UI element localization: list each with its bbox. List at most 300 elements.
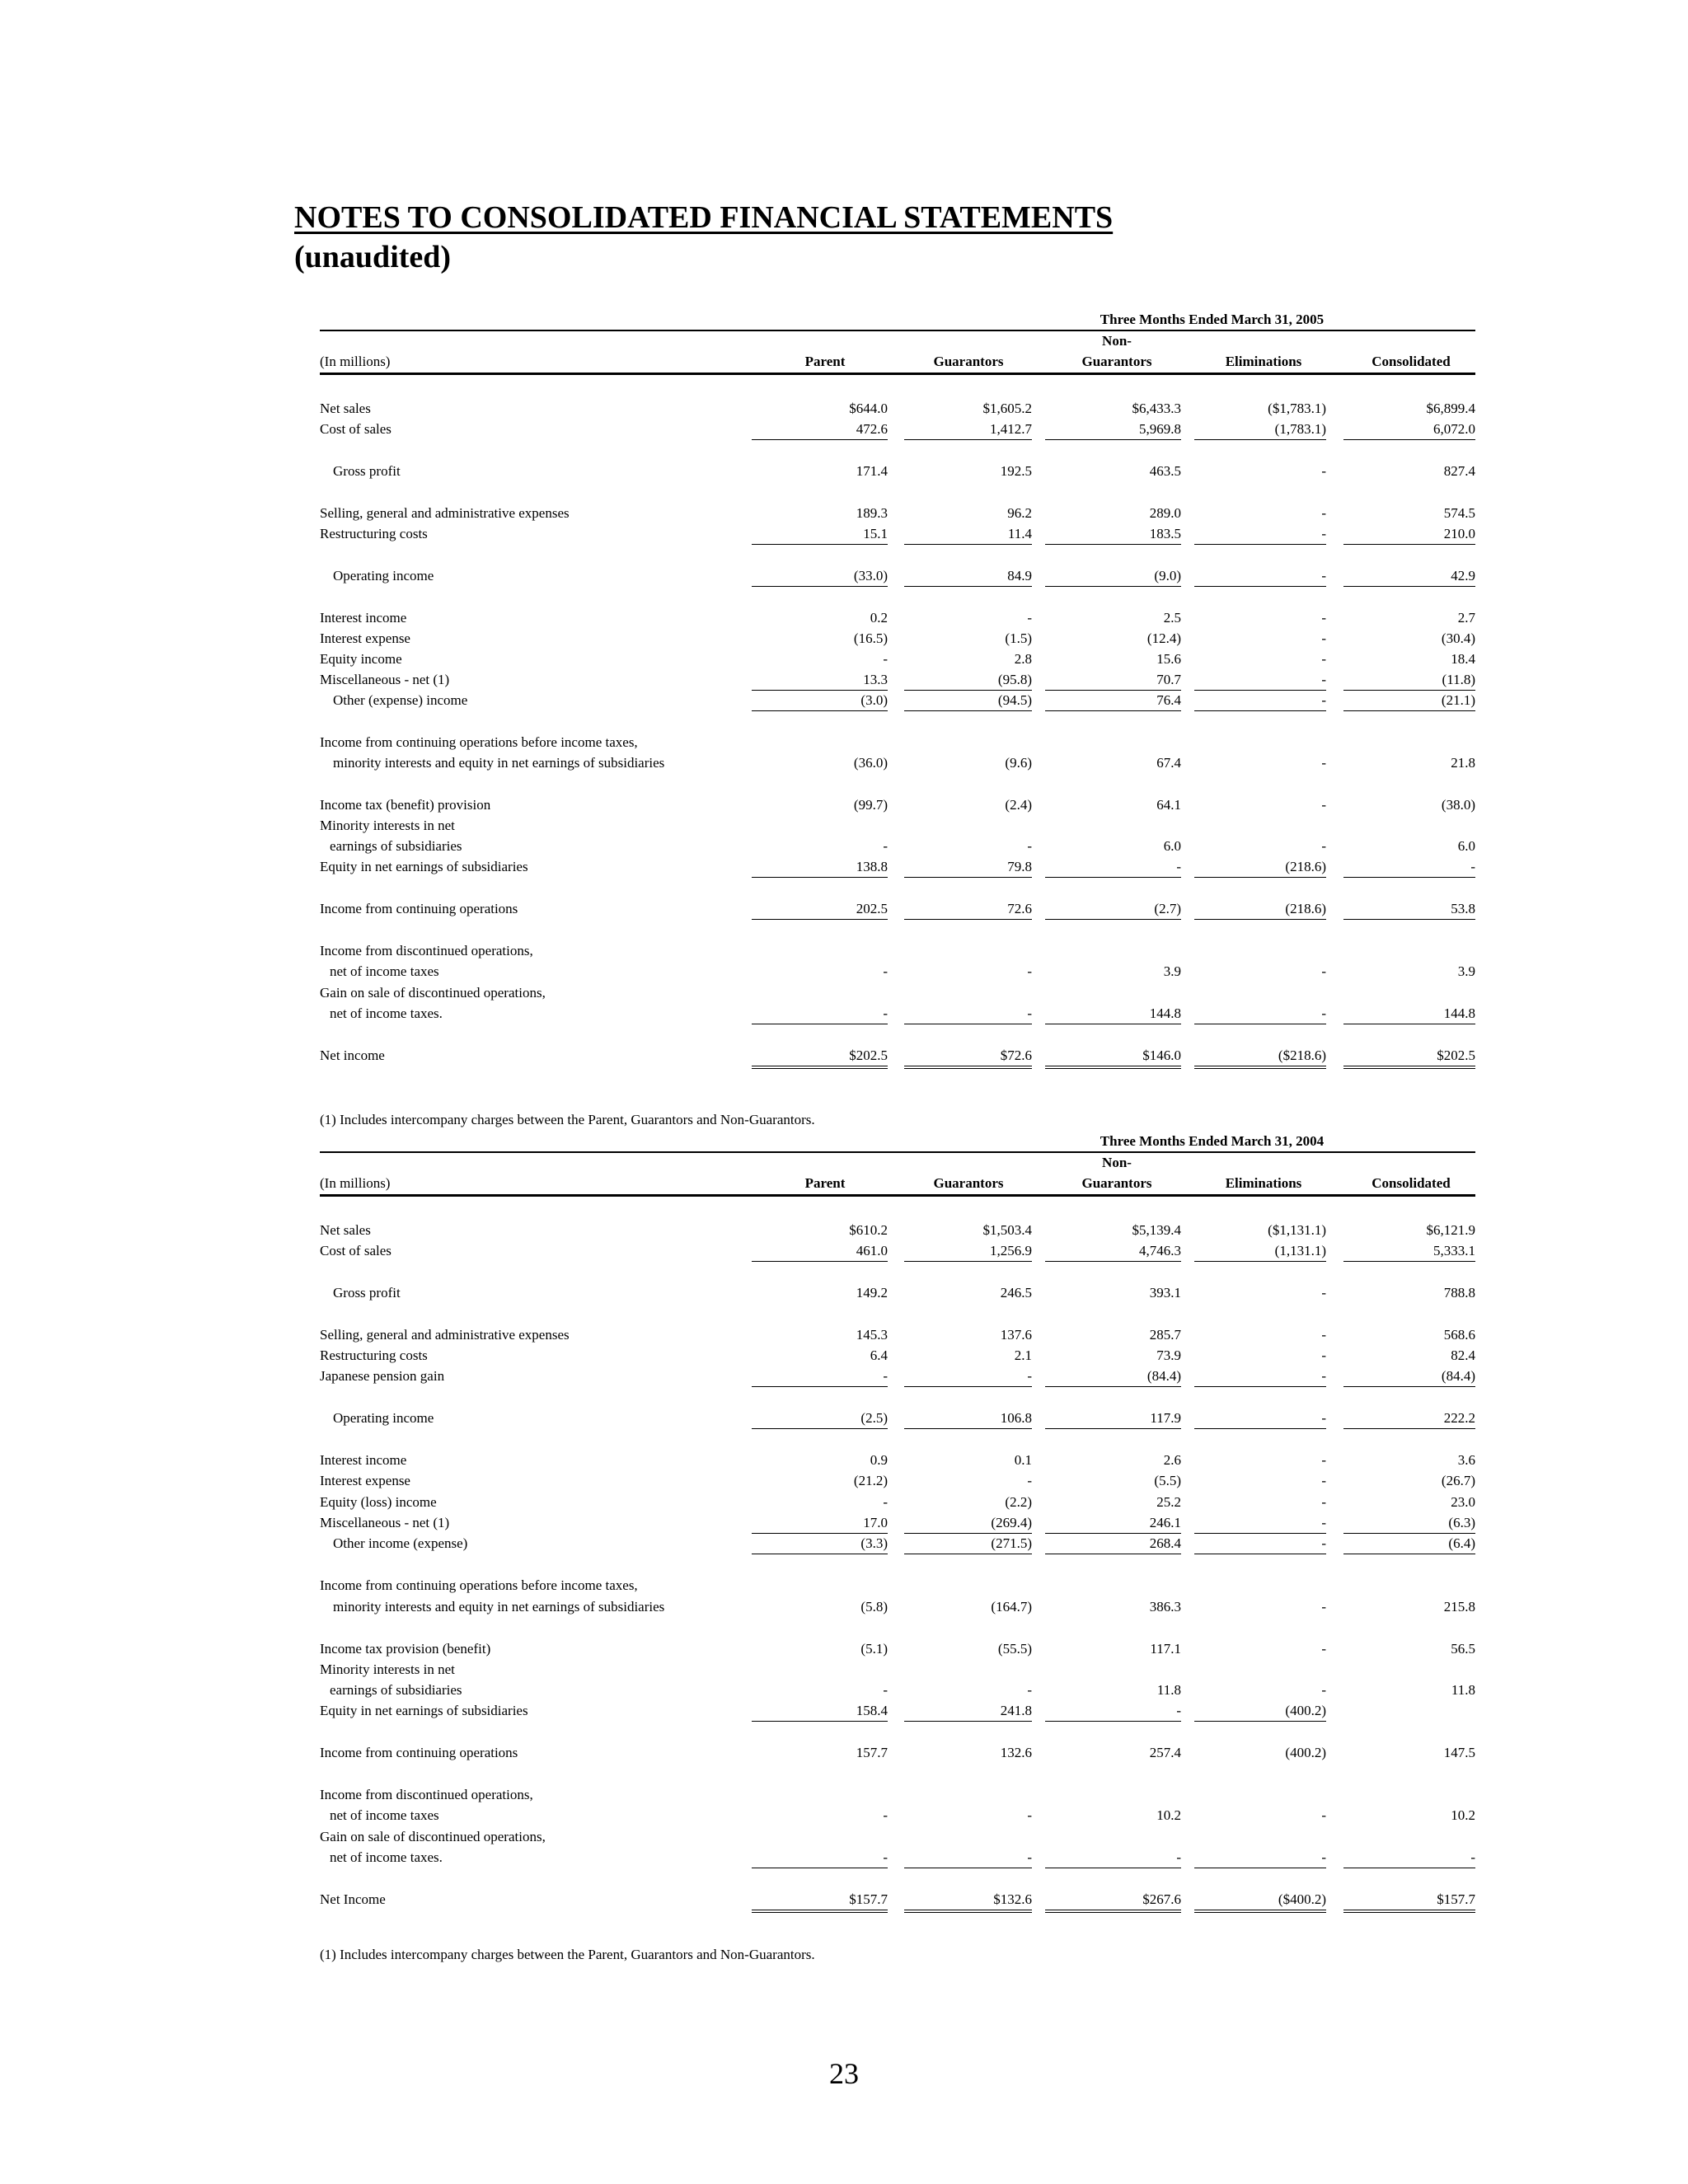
cell-consolidated [1343, 815, 1475, 837]
cell-non-guarantors: 117.1 [1150, 1641, 1181, 1657]
cell-eliminations [1194, 815, 1326, 837]
column-header: Eliminations [1225, 1175, 1302, 1191]
cell-parent: $610.2 [849, 1222, 888, 1238]
cell-parent: (2.5) [752, 1408, 888, 1429]
row-label: minority interests and equity in net earnings of subsidiaries [333, 755, 665, 771]
cell-consolidated: 23.0 [1451, 1494, 1475, 1510]
cell-parent: - [883, 1682, 888, 1698]
header-in-millions: (In millions) [320, 354, 391, 369]
cell-non-guarantors: 3.9 [1163, 963, 1181, 979]
cell-consolidated: (21.1) [1343, 690, 1475, 711]
cell-parent: - [883, 963, 888, 979]
cell-guarantors: 132.6 [1000, 1745, 1032, 1760]
row-label: Miscellaneous - net (1) [320, 1515, 450, 1530]
cell-non-guarantors: $146.0 [1045, 1045, 1181, 1069]
cell-parent: 13.3 [752, 669, 888, 691]
cell-guarantors: $132.6 [904, 1889, 1032, 1913]
cell-eliminations: - [1194, 1847, 1326, 1868]
row-label: earnings of subsidiaries [330, 1682, 462, 1698]
table-row [320, 1003, 1475, 1024]
cell-parent: $644.0 [849, 401, 888, 416]
table-row [320, 732, 1475, 753]
cell-consolidated: 3.9 [1457, 963, 1475, 979]
table-row [320, 1450, 1475, 1471]
cell-consolidated: 210.0 [1343, 523, 1475, 545]
cell-consolidated: (26.7) [1441, 1473, 1475, 1488]
cell-parent: 157.7 [856, 1745, 888, 1760]
cell-eliminations: - [1321, 651, 1326, 667]
table-row [320, 1805, 1475, 1826]
header-rule [320, 373, 1475, 375]
cell-guarantors: 1,412.7 [904, 419, 1032, 440]
row-label: Minority interests in net [320, 818, 455, 833]
cell-eliminations [1194, 940, 1326, 962]
row-label: Restructuring costs [320, 526, 428, 541]
table-row [320, 1324, 1475, 1346]
cell-guarantors: - [904, 1847, 1032, 1868]
row-label: minority interests and equity in net earnings of subsidiaries [333, 1599, 665, 1615]
cell-guarantors: 84.9 [904, 565, 1032, 587]
cell-eliminations: - [1321, 1494, 1326, 1510]
cell-guarantors: 192.5 [1000, 463, 1032, 479]
cell-non-guarantors: 76.4 [1045, 690, 1181, 711]
statement-table [320, 1133, 1475, 1941]
table-row [320, 649, 1475, 670]
table-row [320, 1847, 1475, 1868]
column-header: Guarantors [933, 354, 1004, 369]
cell-eliminations: - [1194, 1003, 1326, 1024]
row-label: Japanese pension gain [320, 1368, 445, 1384]
cell-consolidated: - [1343, 1847, 1475, 1868]
cell-parent: 171.4 [856, 463, 888, 479]
table-row [320, 1742, 1475, 1764]
cell-parent: 461.0 [752, 1240, 888, 1262]
cell-parent: (5.8) [860, 1599, 888, 1615]
table-row [320, 1408, 1475, 1429]
cell-consolidated: (6.3) [1343, 1512, 1475, 1534]
cell-non-guarantors [1045, 732, 1181, 753]
header-rule [320, 1194, 1475, 1197]
cell-parent: $202.5 [752, 1045, 888, 1069]
cell-consolidated: (38.0) [1441, 797, 1475, 813]
cell-eliminations: - [1321, 1347, 1326, 1363]
header-non-prefix: Non- [1102, 1155, 1132, 1170]
table-row [320, 982, 1475, 1004]
cell-guarantors: $72.6 [904, 1045, 1032, 1069]
table-row [320, 1512, 1475, 1534]
cell-consolidated: 788.8 [1443, 1285, 1475, 1301]
cell-consolidated [1343, 1784, 1475, 1806]
cell-guarantors: 0.1 [1014, 1452, 1032, 1468]
cell-parent: (33.0) [752, 565, 888, 587]
cell-parent: - [752, 1366, 888, 1387]
cell-guarantors: - [904, 1003, 1032, 1024]
cell-guarantors [904, 982, 1032, 1004]
row-label: Income from discontinued operations, [320, 943, 533, 958]
cell-eliminations: - [1321, 797, 1326, 813]
column-header: Guarantors [1081, 354, 1152, 369]
table-row [320, 1220, 1475, 1241]
cell-guarantors: (94.5) [904, 690, 1032, 711]
cell-parent [752, 1575, 888, 1596]
cell-parent: - [883, 838, 888, 854]
table-row [320, 1492, 1475, 1513]
row-label: Income tax provision (benefit) [320, 1641, 491, 1657]
cell-non-guarantors: 2.5 [1163, 610, 1181, 626]
cell-eliminations: - [1321, 1807, 1326, 1823]
cell-non-guarantors: 117.9 [1045, 1408, 1181, 1429]
row-label: net of income taxes. [330, 1005, 443, 1021]
cell-parent: 145.3 [856, 1327, 888, 1343]
table-row [320, 1700, 1475, 1722]
cell-consolidated: $6,899.4 [1426, 401, 1475, 416]
row-label: Other (expense) income [333, 692, 468, 708]
cell-eliminations: - [1321, 838, 1326, 854]
cell-parent [752, 1784, 888, 1806]
cell-non-guarantors: (84.4) [1045, 1366, 1181, 1387]
cell-eliminations [1194, 982, 1326, 1004]
cell-eliminations: - [1321, 1599, 1326, 1615]
row-label: Minority interests in net [320, 1661, 455, 1677]
column-header: Guarantors [1081, 1175, 1152, 1191]
cell-parent: - [752, 1847, 888, 1868]
title-block [294, 198, 1113, 277]
cell-consolidated: 6,072.0 [1343, 419, 1475, 440]
row-label: Equity (loss) income [320, 1494, 437, 1510]
page-title: NOTES TO CONSOLIDATED FINANCIAL STATEMENTS [294, 200, 1114, 235]
cell-consolidated: 6.0 [1457, 838, 1475, 854]
cell-eliminations: - [1194, 690, 1326, 711]
cell-parent: 17.0 [752, 1512, 888, 1534]
cell-parent: 472.6 [752, 419, 888, 440]
cell-non-guarantors: - [1045, 1700, 1181, 1722]
table-row [320, 1575, 1475, 1596]
cell-non-guarantors: 15.6 [1156, 651, 1181, 667]
cell-guarantors: - [1027, 1682, 1032, 1698]
cell-eliminations: (1,131.1) [1194, 1240, 1326, 1262]
row-label: Miscellaneous - net (1) [320, 672, 450, 687]
row-label: Income from continuing operations [320, 1745, 518, 1760]
page-number: 23 [829, 2057, 859, 2090]
cell-eliminations: ($1,131.1) [1268, 1222, 1326, 1238]
cell-eliminations: - [1321, 630, 1326, 646]
cell-non-guarantors: 5,969.8 [1045, 419, 1181, 440]
row-label: net of income taxes [330, 1807, 439, 1823]
cell-non-guarantors: 70.7 [1045, 669, 1181, 691]
table-row [320, 898, 1475, 920]
cell-eliminations: - [1321, 1452, 1326, 1468]
cell-guarantors [904, 1575, 1032, 1596]
cell-eliminations: (400.2) [1194, 1700, 1326, 1722]
table-row [320, 794, 1475, 816]
footnote: (1) Includes intercompany charges between the Parent, Guarantors and Non-Guarantors. [320, 1947, 815, 1962]
cell-guarantors: 2.1 [1014, 1347, 1032, 1363]
cell-consolidated: 11.8 [1451, 1682, 1475, 1698]
cell-non-guarantors: 2.6 [1163, 1452, 1181, 1468]
cell-non-guarantors: 25.2 [1156, 1494, 1181, 1510]
cell-parent: 189.3 [856, 505, 888, 521]
cell-parent: 158.4 [752, 1700, 888, 1722]
cell-parent: - [883, 651, 888, 667]
cell-eliminations: - [1321, 1473, 1326, 1488]
cell-consolidated [1343, 1826, 1475, 1848]
cell-eliminations: - [1194, 1366, 1326, 1387]
table-row [320, 669, 1475, 691]
header-in-millions: (In millions) [320, 1175, 391, 1191]
cell-non-guarantors: 67.4 [1156, 755, 1181, 771]
cell-consolidated: $6,121.9 [1426, 1222, 1475, 1238]
cell-eliminations: (218.6) [1194, 856, 1326, 878]
table-row [320, 523, 1475, 545]
cell-eliminations: - [1321, 1682, 1326, 1698]
cell-non-guarantors: 289.0 [1149, 505, 1181, 521]
cell-consolidated [1343, 940, 1475, 962]
footnote: (1) Includes intercompany charges between the Parent, Guarantors and Non-Guarantors. [320, 1112, 815, 1127]
cell-guarantors: (1.5) [1005, 630, 1032, 646]
cell-non-guarantors: 6.0 [1163, 838, 1181, 854]
cell-eliminations: - [1194, 523, 1326, 545]
cell-parent: (36.0) [853, 755, 888, 771]
cell-consolidated [1343, 732, 1475, 753]
row-label: Interest expense [320, 630, 410, 646]
period-header: Three Months Ended March 31, 2005 [1100, 312, 1325, 327]
cell-guarantors: (55.5) [997, 1641, 1032, 1657]
cell-consolidated: 827.4 [1443, 463, 1475, 479]
cell-non-guarantors: - [1045, 856, 1181, 878]
cell-guarantors: - [904, 1366, 1032, 1387]
table-row [320, 398, 1475, 419]
table-row [320, 461, 1475, 482]
cell-guarantors [904, 732, 1032, 753]
cell-non-guarantors [1045, 815, 1181, 837]
table-row [320, 419, 1475, 440]
table-row [320, 1638, 1475, 1660]
table-row [320, 856, 1475, 878]
cell-consolidated: (30.4) [1441, 630, 1475, 646]
cell-eliminations: ($218.6) [1194, 1045, 1326, 1069]
cell-eliminations [1194, 1784, 1326, 1806]
cell-eliminations: (400.2) [1285, 1745, 1326, 1760]
cell-guarantors [904, 815, 1032, 837]
cell-parent [752, 732, 888, 753]
cell-parent: 138.8 [752, 856, 888, 878]
cell-eliminations: - [1194, 1533, 1326, 1554]
cell-consolidated: 144.8 [1343, 1003, 1475, 1024]
row-label: Income from continuing operations before income taxes, [320, 1577, 638, 1593]
cell-non-guarantors: (9.0) [1045, 565, 1181, 587]
cell-parent: - [883, 1807, 888, 1823]
cell-non-guarantors: 10.2 [1156, 1807, 1181, 1823]
cell-non-guarantors [1045, 1826, 1181, 1848]
column-header: Consolidated [1372, 354, 1451, 369]
cell-consolidated: 21.8 [1451, 755, 1475, 771]
cell-eliminations [1194, 1826, 1326, 1848]
period-header: Three Months Ended March 31, 2004 [1100, 1133, 1325, 1149]
column-header: Parent [804, 1175, 846, 1191]
cell-parent: 0.9 [870, 1452, 888, 1468]
cell-parent: 0.2 [870, 610, 888, 626]
cell-guarantors: 241.8 [904, 1700, 1032, 1722]
row-label: Equity income [320, 651, 402, 667]
cell-non-guarantors: $6,433.3 [1132, 401, 1181, 416]
row-label: net of income taxes. [330, 1849, 443, 1865]
cell-parent [752, 1659, 888, 1680]
cell-parent: 149.2 [856, 1285, 888, 1301]
row-label: Gross profit [333, 1285, 401, 1301]
column-header: Eliminations [1225, 354, 1302, 369]
table-row [320, 961, 1475, 982]
cell-non-guarantors: - [1045, 1847, 1181, 1868]
row-label: Interest income [320, 1452, 407, 1468]
cell-consolidated [1343, 1700, 1475, 1722]
row-label: Gross profit [333, 463, 401, 479]
cell-eliminations: (218.6) [1194, 898, 1326, 920]
table-row [320, 836, 1475, 857]
table-row [320, 1784, 1475, 1806]
period-rule [320, 330, 1475, 331]
cell-consolidated: 3.6 [1457, 1452, 1475, 1468]
cell-guarantors: - [1027, 838, 1032, 854]
table-row [320, 815, 1475, 837]
cell-consolidated: 18.4 [1451, 651, 1475, 667]
cell-non-guarantors: 73.9 [1156, 1347, 1181, 1363]
cell-guarantors: 246.5 [1000, 1285, 1032, 1301]
cell-parent: (5.1) [860, 1641, 888, 1657]
cell-consolidated: 147.5 [1443, 1745, 1475, 1760]
row-label: Net Income [320, 1891, 386, 1907]
cell-consolidated: 215.8 [1443, 1599, 1475, 1615]
cell-consolidated [1343, 982, 1475, 1004]
cell-eliminations: - [1194, 1408, 1326, 1429]
row-label: Equity in net earnings of subsidiaries [320, 859, 528, 874]
table-row [320, 1659, 1475, 1680]
table-row [320, 1680, 1475, 1701]
cell-guarantors: - [1027, 610, 1032, 626]
table-row [320, 1366, 1475, 1387]
row-label: Income from continuing operations before income taxes, [320, 734, 638, 750]
cell-guarantors: 11.4 [904, 523, 1032, 545]
cell-non-guarantors: 183.5 [1045, 523, 1181, 545]
cell-guarantors: $1,503.4 [982, 1222, 1032, 1238]
cell-parent: $157.7 [752, 1889, 888, 1913]
cell-consolidated: 568.6 [1443, 1327, 1475, 1343]
cell-non-guarantors: 64.1 [1156, 797, 1181, 813]
row-label: net of income taxes [330, 963, 439, 979]
cell-consolidated: (84.4) [1343, 1366, 1475, 1387]
row-label: Income from discontinued operations, [320, 1787, 533, 1802]
page-subtitle: (unaudited) [294, 240, 452, 274]
table-row [320, 607, 1475, 629]
cell-non-guarantors: 144.8 [1045, 1003, 1181, 1024]
table-row [320, 1826, 1475, 1848]
cell-parent: 202.5 [752, 898, 888, 920]
cell-guarantors: $1,605.2 [982, 401, 1032, 416]
cell-consolidated: 5,333.1 [1343, 1240, 1475, 1262]
cell-eliminations [1194, 1659, 1326, 1680]
cell-non-guarantors: (12.4) [1146, 630, 1181, 646]
cell-consolidated: $157.7 [1343, 1889, 1475, 1913]
cell-parent: (21.2) [853, 1473, 888, 1488]
cell-guarantors: 79.8 [904, 856, 1032, 878]
row-label: Selling, general and administrative expenses [320, 1327, 570, 1343]
cell-eliminations: - [1194, 1512, 1326, 1534]
cell-non-guarantors [1045, 1784, 1181, 1806]
row-label: Gain on sale of discontinued operations, [320, 1829, 546, 1844]
cell-consolidated: - [1343, 856, 1475, 878]
cell-eliminations: - [1321, 1285, 1326, 1301]
row-label: earnings of subsidiaries [330, 838, 462, 854]
row-label: Selling, general and administrative expenses [320, 505, 570, 521]
period-rule [320, 1151, 1475, 1153]
cell-consolidated: $202.5 [1343, 1045, 1475, 1069]
row-label: Operating income [333, 568, 434, 583]
cell-eliminations: - [1321, 755, 1326, 771]
cell-non-guarantors: 285.7 [1149, 1327, 1181, 1343]
cell-guarantors [904, 1659, 1032, 1680]
statement-table [320, 312, 1475, 1119]
row-label: Other income (expense) [333, 1535, 468, 1551]
column-header: Parent [804, 354, 846, 369]
cell-eliminations: - [1194, 565, 1326, 587]
cell-eliminations: - [1321, 1327, 1326, 1343]
cell-non-guarantors: 11.8 [1156, 1682, 1181, 1698]
table-row [320, 1596, 1475, 1618]
cell-eliminations: - [1194, 669, 1326, 691]
cell-eliminations [1194, 732, 1326, 753]
table-row [320, 1533, 1475, 1554]
cell-non-guarantors: 4,746.3 [1045, 1240, 1181, 1262]
cell-guarantors: (9.6) [1005, 755, 1032, 771]
cell-guarantors: 137.6 [1000, 1327, 1032, 1343]
table-row [320, 503, 1475, 524]
cell-consolidated: 10.2 [1451, 1807, 1475, 1823]
cell-parent [752, 940, 888, 962]
row-label: Interest expense [320, 1473, 410, 1488]
table-row [320, 628, 1475, 649]
cell-parent: (3.3) [752, 1533, 888, 1554]
cell-parent: - [752, 1003, 888, 1024]
cell-consolidated: 53.8 [1343, 898, 1475, 920]
cell-non-guarantors [1045, 982, 1181, 1004]
cell-guarantors [904, 940, 1032, 962]
cell-consolidated: 56.5 [1451, 1641, 1475, 1657]
row-label: Net sales [320, 1222, 371, 1238]
cell-eliminations: ($400.2) [1194, 1889, 1326, 1913]
cell-non-guarantors: (5.5) [1154, 1473, 1181, 1488]
table-row [320, 940, 1475, 962]
cell-consolidated: 2.7 [1457, 610, 1475, 626]
cell-guarantors: 72.6 [904, 898, 1032, 920]
cell-parent: (99.7) [853, 797, 888, 813]
cell-non-guarantors: 268.4 [1045, 1533, 1181, 1554]
cell-eliminations: (1,783.1) [1194, 419, 1326, 440]
cell-non-guarantors: 257.4 [1149, 1745, 1181, 1760]
cell-parent: 15.1 [752, 523, 888, 545]
cell-consolidated: 82.4 [1451, 1347, 1475, 1363]
cell-guarantors [904, 1826, 1032, 1848]
cell-eliminations: - [1321, 610, 1326, 626]
cell-parent [752, 982, 888, 1004]
cell-eliminations: ($1,783.1) [1268, 401, 1326, 416]
cell-parent [752, 815, 888, 837]
row-label: Net income [320, 1047, 385, 1063]
cell-eliminations [1194, 1575, 1326, 1596]
table-row [320, 1470, 1475, 1492]
row-label: Restructuring costs [320, 1347, 428, 1363]
row-label: Equity in net earnings of subsidiaries [320, 1703, 528, 1718]
cell-consolidated: 574.5 [1443, 505, 1475, 521]
cell-guarantors: - [1027, 1807, 1032, 1823]
